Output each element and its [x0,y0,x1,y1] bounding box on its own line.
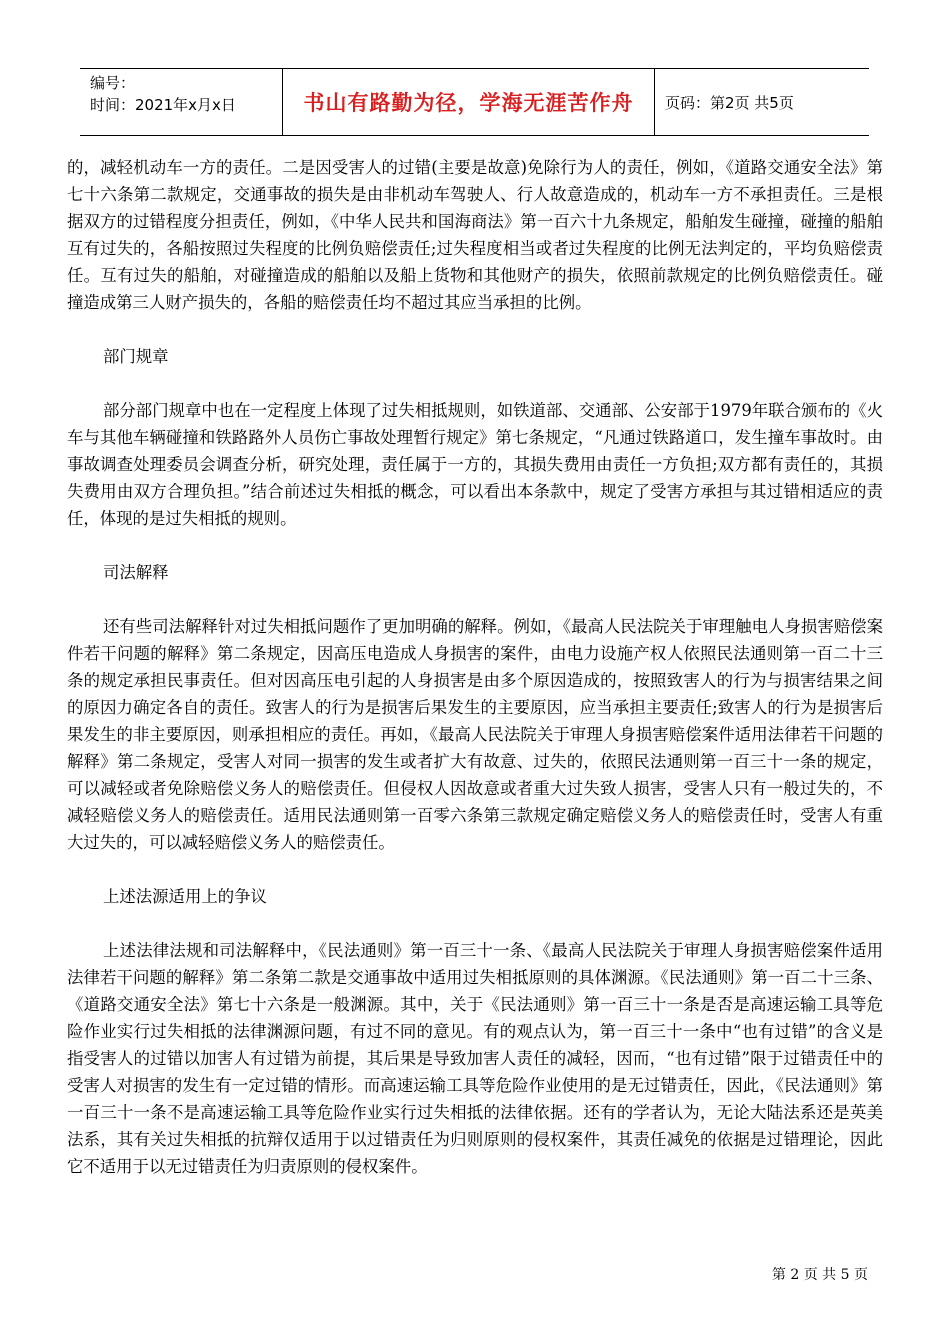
paragraph-continued: 的，减轻机动车一方的责任。二是因受害人的过错(主要是故意)免除行为人的责任，例如，《道路交通安全法》第七十六条第二款规定，交通事故的损失是由非机动车驾驶人、行人故意造成的，机动车一方不承担责任。三是根据双方的过错程度分担责任，例如，《中华人民共和国海商法》第一百六十九条规定，船舶发生碰撞，碰撞的船舶互有过失的，各船按照过失程度的比例负赔偿责任;过失程度相当或者过失程度的比例无法判定的，平均负赔偿责任。互有过失的船舶，对碰撞造成的船舶以及船上货物和其他财产的损失，依照前款规定的比例负赔偿责任。碰撞造成第三人财产损失的，各船的赔偿责任均不超过其应当承担的比例。 [67,158,883,312]
motto-text: 书山有路勤为径，学海无涯苦作舟 [303,91,634,115]
header-motto-cell [283,69,655,135]
section-heading-departmental-rules: 部门规章 [103,347,169,366]
section-heading-judicial-interpretation: 司法解释 [103,563,169,582]
paragraph-judicial-interpretation: 还有些司法解释针对过失相抵问题作了更加明确的解释。例如，《最高人民法院关于审理触电人身损害赔偿案件若干问题的解释》第二条规定，因高压电造成人身损害的案件，由电力设施产权人依照民法通则第一百二十三条的规定承担民事责任。但对因高压电引起的人身损害是由多个原因造成的，按照致害人的行为与损害结果之间的原因力确定各自的责任。致害人的行为是损害后果发生的主要原因，应当承担主要责任;致害人的行为是损害后果发生的非主要原因，则承担相应的责任。再如，《最高人民法院关于审理人身损害赔偿案件适用法律若干问题的解释》第二条规定，受害人对同一损害的发生或者扩大有故意、过失的，依照民法通则第一百三十一条的规定，可以减轻或者免除赔偿义务人的赔偿责任。但侵权人因故意或者重大过失致人损害，受害人只有一般过失的，不减轻赔偿义务人的赔偿责任。适用民法通则第一百零六条第三款规定确定赔偿义务人的赔偿责任时，受害人有重大过失的，可以减轻赔偿义务人的赔偿责任。 [67,617,883,852]
header-page-info: 页码：第2页 共5页 [665,93,794,112]
page-header [80,68,869,136]
section-heading-disputes: 上述法源适用上的争议 [103,887,267,906]
date-label: 时间：2021年x月x日 [90,96,236,114]
paragraph-departmental-rules: 部分部门规章中也在一定程度上体现了过失相抵规则，如铁道部、交通部、公安部于1979年联合颁布的《火车与其他车辆碰撞和铁路路外人员伤亡事故处理暂行规定》第七条规定，“凡通过铁路道口，发生撞车事故时。由事故调查处理委员会调查分析，研究处理，责任属于一方的，其损失费用由责任一方负担;双方都有责任的，其损失费用由双方合理负担。”结合前述过失相抵的概念，可以看出本条款中，规定了受害方承担与其过错相适应的责任，体现的是过失相抵的规则。 [67,401,883,528]
doc-number-label: 编号： [90,74,136,92]
page-footer: 第 2 页 共 5 页 [771,1267,868,1283]
paragraph-disputes: 上述法律法规和司法解释中，《民法通则》第一百三十一条、《最高人民法院关于审理人身损害赔偿案件适用法律若干问题的解释》第二条第二款是交通事故中适用过失相抵原则的具体渊源。《民法通则》第一百二十三条、《道路交通安全法》第七十六条是一般渊源。其中，关于《民法通则》第一百三十一条是否是高速运输工具等危险作业实行过失相抵的法律渊源问题，有过不同的意见。有的观点认为，第一百三十一条中“也有过错”的含义是指受害人的过错以加害人有过错为前提，其后果是导致加害人责任的减轻，因而，“也有过错”限于过错责任中的受害人对损害的发生有一定过错的情形。而高速运输工具等危险作业使用的是无过错责任，因此，《民法通则》第一百三十一条不是高速运输工具等危险作业实行过失相抵的法律依据。还有的学者认为，无论大陆法系还是英美法系，其有关过失相抵的抗辩仅适用于以过错责任为归则原则的侵权案件，其责任减免的依据是过错理论，因此它不适用于以无过错责任为归责原则的侵权案件。 [67,941,883,1176]
header-meta [80,69,283,135]
document-body [67,154,883,1180]
